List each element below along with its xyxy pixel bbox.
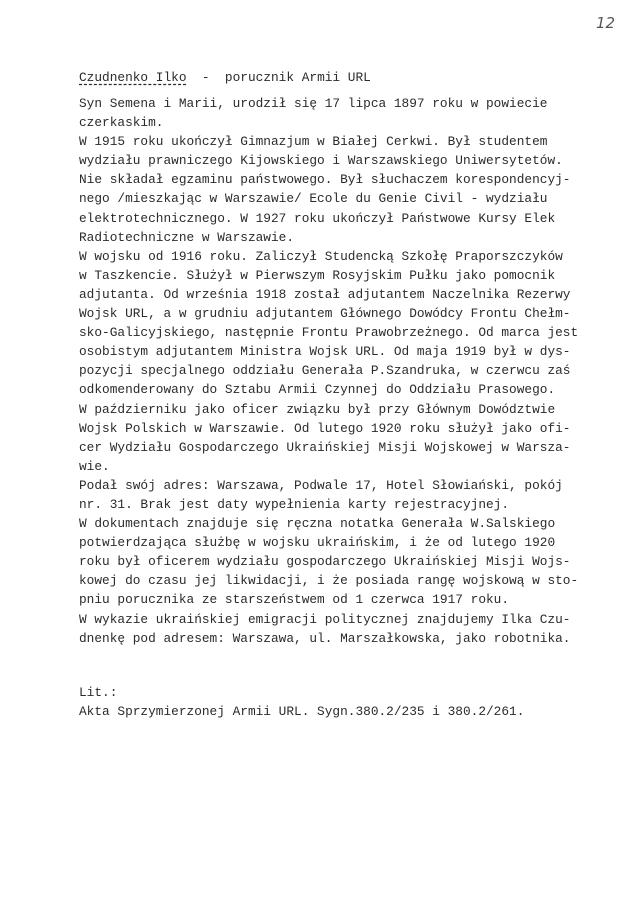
text-line: wie. xyxy=(79,458,110,474)
text-line: nr. 31. Brak jest daty wypełnienia karty rejestracyjnej. xyxy=(79,496,510,512)
text-line: cer Wydziału Gospodarczego Ukraińskiej Misji Wojskowej w Warsza- xyxy=(79,439,571,455)
text-line: pozycji specjalnego oddziału Generała P.Szandruka, w czerwcu zaś xyxy=(79,363,571,379)
text-line: potwierdzająca służbę w wojsku ukraińskim, i że od lutego 1920 xyxy=(79,535,556,551)
literature-label: Lit.: xyxy=(79,685,118,700)
text-line: Podał swój adres: Warszawa, Podwale 17, Hotel Słowiański, pokój xyxy=(79,477,563,493)
biography-text xyxy=(79,94,609,648)
text-line: odkomenderowany do Sztabu Armii Czynnej do Oddziału Prasowego. xyxy=(79,382,556,398)
text-line: W październiku jako oficer związku był przy Głównym Dowództwie xyxy=(79,401,556,417)
text-line: roku był oficerem wydziału gospodarczego Ukraińskiej Misji Wojs- xyxy=(79,554,571,570)
text-line: kowej do czasu jej likwidacji, i że posiada rangę wojskową w sto- xyxy=(79,573,579,589)
heading-separator: - xyxy=(201,70,210,85)
text-line: W wojsku od 1916 roku. Zaliczył Studencką Szkołę Praporszczyków xyxy=(79,248,563,264)
text-line: Syn Semena i Marii, urodził się 17 lipca 1897 roku w powiecie xyxy=(79,96,548,111)
text-line: sko-Galicyjskiego, następnie Frontu Prawobrzeżnego. Od marca jest xyxy=(79,325,579,341)
text-line: Radiotechniczne w Warszawie. xyxy=(79,229,295,245)
literature-section xyxy=(79,683,524,721)
text-line: nego /mieszkając w Warszawie/ Ecole du Genie Civil - wydziału xyxy=(79,191,548,207)
page-number: 12 xyxy=(596,14,616,32)
text-line: W 1915 roku ukończył Gimnazjum w Białej Cerkwi. Był studentem xyxy=(79,134,548,150)
person-name: Czudnenko Ilko xyxy=(79,70,187,85)
text-line: wydziału prawniczego Kijowskiego i Warszawskiego Uniwersytetów. xyxy=(79,153,563,169)
text-line: pniu porucznika ze starszeństwem od 1 czerwca 1917 roku. xyxy=(79,592,510,608)
text-line: Wojsk Polskich w Warszawie. Od lutego 1920 roku służył jako ofi- xyxy=(79,420,571,436)
document-heading xyxy=(79,70,371,86)
text-line: osobistym adjutantem Ministra Wojsk URL. Od maja 1919 był w dys- xyxy=(79,344,571,360)
text-line: Wojsk URL, a w grudniu adjutantem Głównego Dowódcy Frontu Chełm- xyxy=(79,306,571,322)
text-line: Nie składał egzaminu państwowego. Był słuchaczem korespondencyj- xyxy=(79,172,571,188)
text-line: adjutanta. Od września 1918 został adjutantem Naczelnika Rezerwy xyxy=(79,286,571,302)
literature-entry: Akta Sprzymierzonej Armii URL. Sygn.380.2/235 i 380.2/261. xyxy=(79,704,525,719)
text-line: czerkaskim. xyxy=(79,115,164,131)
text-line: W dokumentach znajduje się ręczna notatka Generała W.Salskiego xyxy=(79,516,556,532)
text-line: elektrotechnicznego. W 1927 roku ukończył Państwowe Kursy Elek xyxy=(79,210,556,226)
text-line: w Taszkencie. Służył w Pierwszym Rosyjskim Pułku jako pomocnik xyxy=(79,267,556,283)
text-line: dnenkę pod adresem: Warszawa, ul. Marszałkowska, jako robotnika. xyxy=(79,630,571,646)
person-role: porucznik Armii URL xyxy=(224,70,371,85)
text-line: W wykazie ukraińskiej emigracji politycznej znajdujemy Ilka Czu- xyxy=(79,611,571,627)
